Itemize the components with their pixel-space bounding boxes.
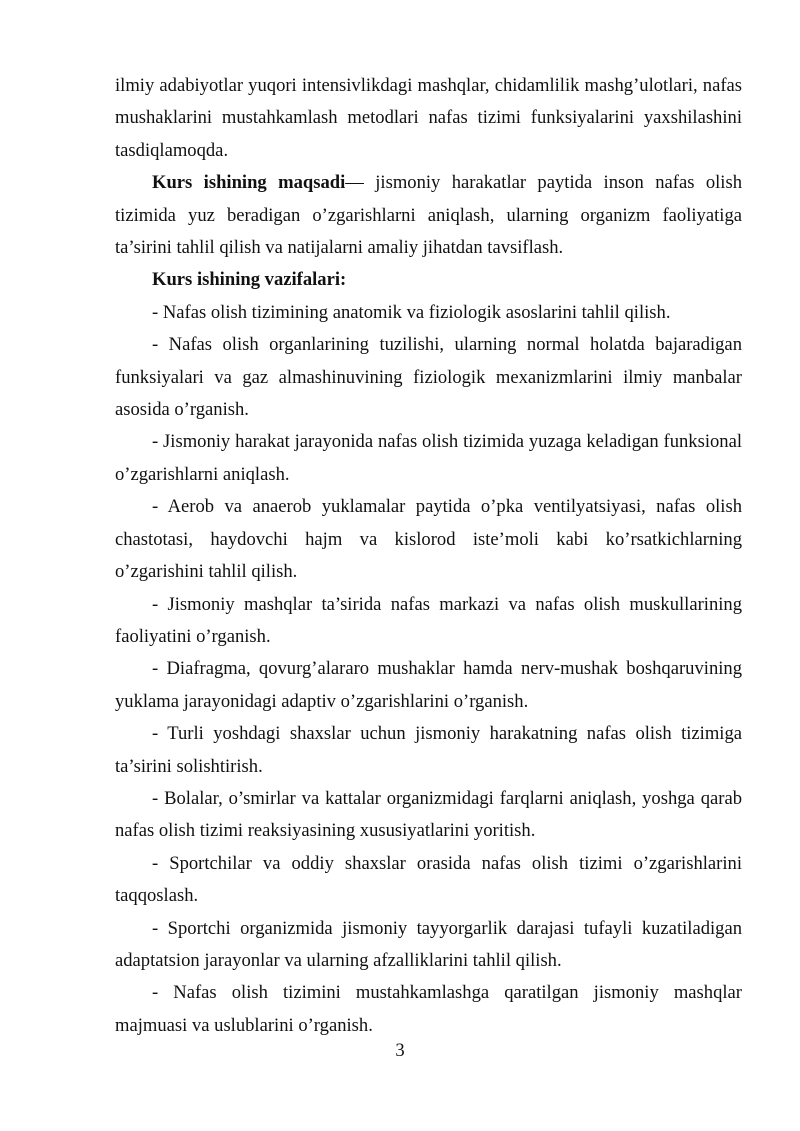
task-item: - Sportchilar va oddiy shaxslar orasida nafas olish tizimi o’zgarishlarini taqqoslash. xyxy=(115,852,742,907)
task-item: - Diafragma, qovurg’alararo mushaklar hamda nerv-mushak boshqaruvining yuklama jarayonidagi adaptiv o’zgarishlarini o’rganish. xyxy=(115,658,742,712)
intro-paragraph: ilmiy adabiyotlar yuqori intensivlikdagi mashqlar, chidamlilik mashg’ulotlari, nafas mushaklarini mustahkamlash metodlari nafas tizimi funksiyalarini yaxshilashini tasdiqlamoqda. xyxy=(115,75,742,161)
task-item: - Jismoniy harakat jarayonida nafas olish tizimida yuzaga keladigan funksional o’zgarishlarni aniqlash. xyxy=(115,431,742,485)
task-item: - Nafas olish organlarining tuzilishi, ularning normal holatda bajaradigan funksiyalari va gaz almashinuvining fiziologik mexanizmlarini ilmiy manbalar asosida o’rganish. xyxy=(115,334,742,421)
goal-paragraph xyxy=(115,167,742,264)
task-item: - Nafas olish tizimining anatomik va fiziologik asoslarini tahlil qilish. xyxy=(152,301,671,323)
goal-text: — jismoniy harakatlar paytida inson nafas olish tizimida yuz beradigan o’zgarishlarni aniqlash, ularning organizm faoliyatiga ta’sirini tahlil qilish va natijalarni amaliy jihatdan tavsiflash. xyxy=(115,172,742,259)
task-item: - Turli yoshdagi shaxslar uchun jismoniy harakatning nafas olish tizimiga ta’sirini solishtirish. xyxy=(115,723,742,777)
tasks-heading: Kurs ishining vazifalari: xyxy=(152,269,347,291)
task-item: - Sportchi organizmida jismoniy tayyorgarlik darajasi tufayli kuzatiladigan adaptatsion jarayonlar va ularning afzalliklarini tahlil qilish. xyxy=(115,917,742,971)
page-number: 3 xyxy=(395,1040,405,1061)
task-item: - Jismoniy mashqlar ta’sirida nafas markazi va nafas olish muskullarining faoliyatini o’rganish. xyxy=(115,593,742,647)
task-item: - Aerob va anaerob yuklamalar paytida o’pka ventilyatsiyasi, nafas olish chastotasi, haydovchi hajm va kislorod iste’moli kabi ko’rsatkichlarning o’zgarishini tahlil qilish. xyxy=(115,496,742,583)
task-item: - Nafas olish tizimini mustahkamlashga qaratilgan jismoniy mashqlar majmuasi va uslublarini o’rganish. xyxy=(115,982,742,1036)
task-item: - Bolalar, o’smirlar va kattalar organizmidagi farqlarni aniqlash, yoshga qarab nafas olish tizimi reaksiyasining xususiyatlarini yoritish. xyxy=(115,787,742,842)
goal-label: Kurs ishining maqsadi xyxy=(152,172,346,194)
document-page xyxy=(115,70,742,1042)
